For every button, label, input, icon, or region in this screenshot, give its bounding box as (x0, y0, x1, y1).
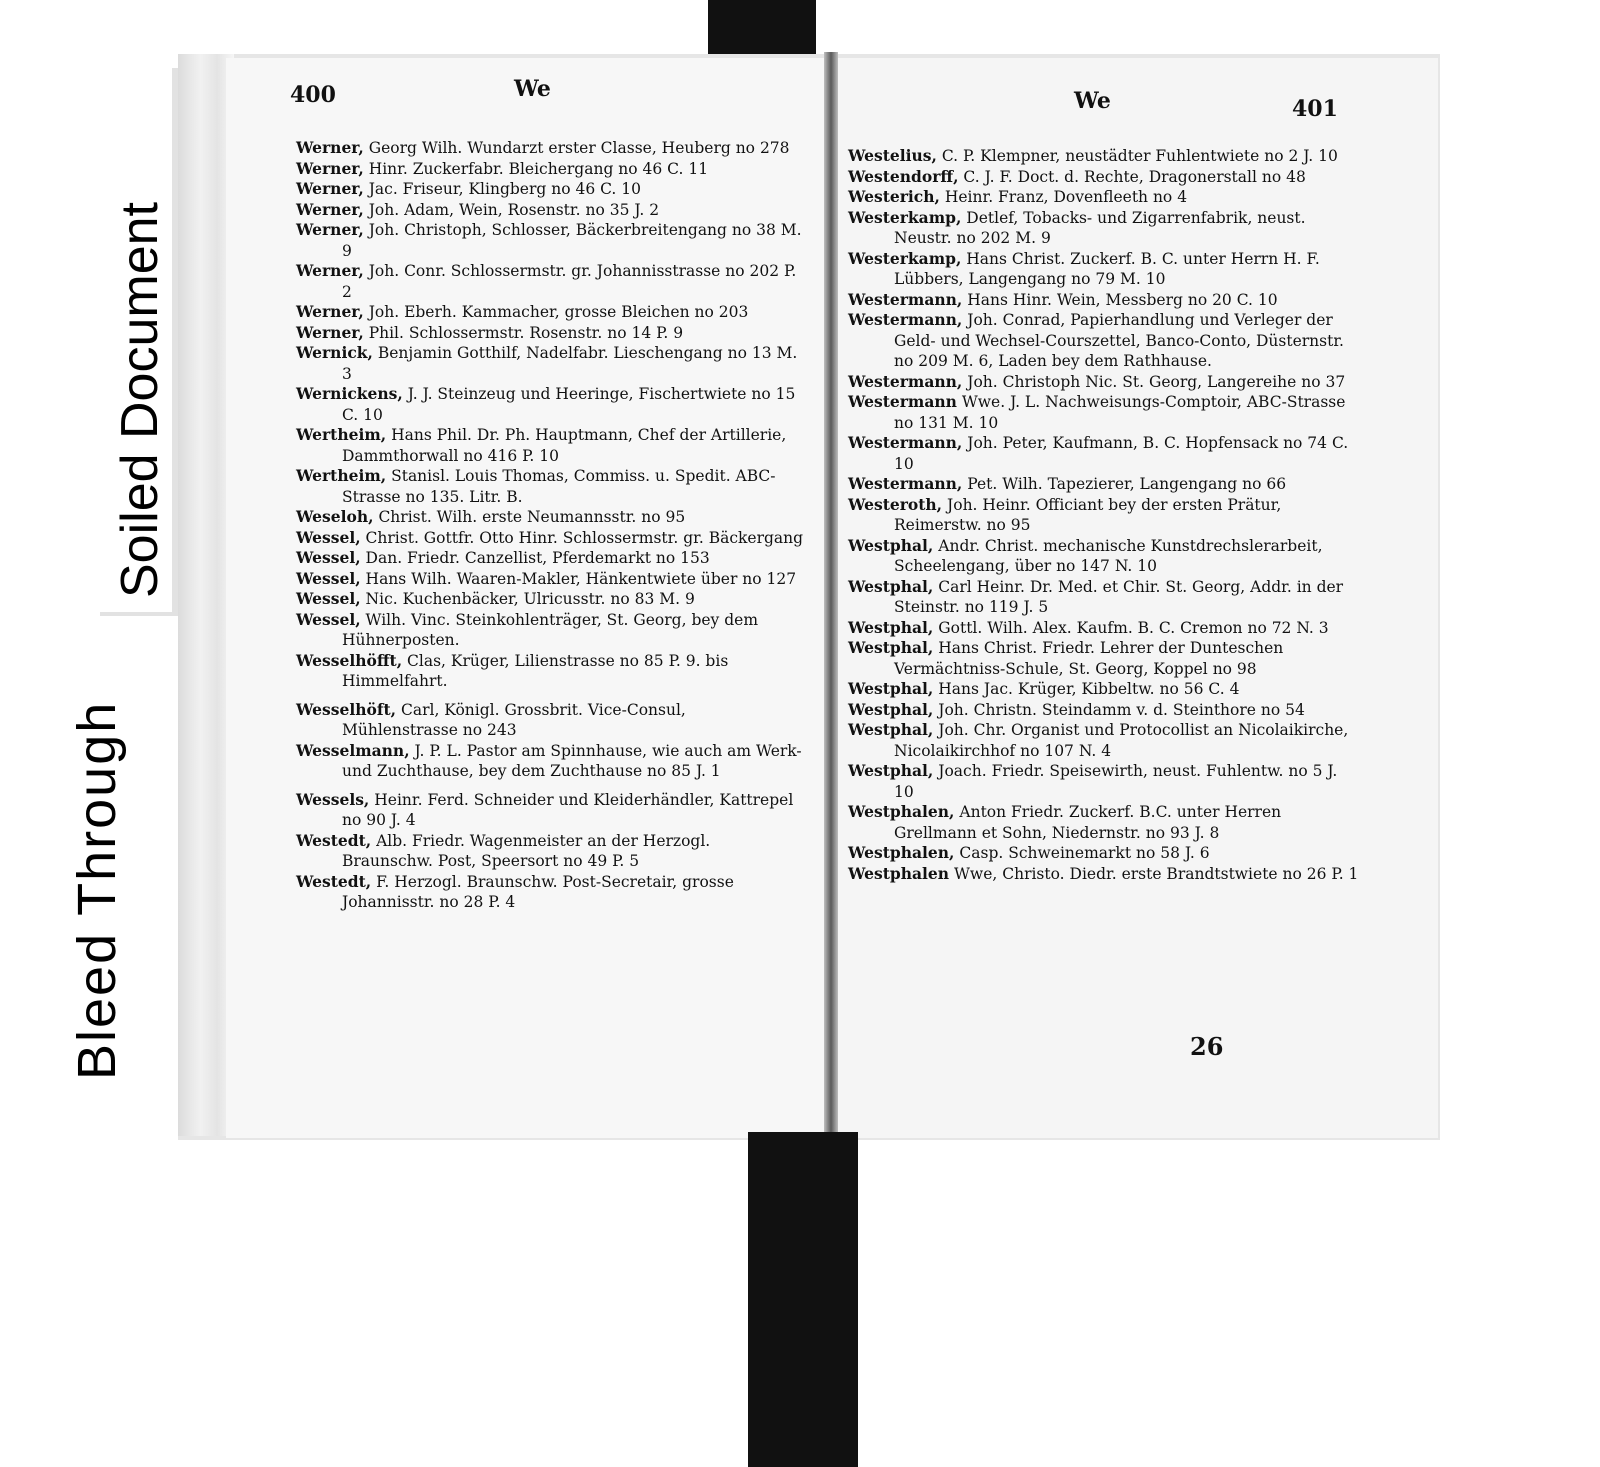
entry-details: Christ. Gottfr. Otto Hinr. Schlossermstr. gr. Bäckergang (365, 528, 804, 547)
entry-name: Wessel, (296, 609, 361, 629)
entry-details: Joh. Christoph, Schlosser, Bäckerbreitengang no 38 M. 9 (342, 221, 802, 260)
entry-name: Westerich, (848, 187, 940, 206)
entry-name: Westerkamp, (848, 248, 962, 268)
directory-entry (296, 700, 804, 741)
entry-name: Wessels, (296, 789, 370, 809)
entry-name: Westphalen, (848, 843, 955, 862)
directory-entry (296, 569, 804, 590)
entry-details: Nic. Kuchenbäcker, Ulricusstr. no 83 M. 9 (365, 590, 695, 608)
directory-entry (296, 220, 804, 261)
left-entries (296, 138, 804, 913)
entry-details: Hans Wilh. Waaren-Makler, Hänkentwiete über no 127 (365, 569, 797, 588)
entry-details: Joh. Christn. Steindamm v. d. Steinthore no 54 (938, 700, 1305, 719)
directory-entry (848, 310, 1360, 372)
entry-name: Westphalen, (848, 802, 955, 821)
signature-mark: 26 (1190, 1032, 1224, 1061)
entry-name: Werner, (296, 302, 364, 321)
entry-details: Joh. Chr. Organist und Protocollist an Nicolaikirche, Nicolaikirchhof no 107 N. 4 (894, 721, 1349, 760)
entry-details: Hans Christ. Friedr. Lehrer der Dunteschen Vermächtniss-Schule, St. Georg, Koppel no 98 (894, 639, 1284, 678)
entry-name: Wesselmann, (296, 740, 410, 760)
entry-details: Wwe. J. L. Nachweisungs-Comptoir, ABC-Strasse no 131 M. 10 (894, 393, 1346, 432)
directory-entry (296, 200, 804, 221)
bleed-through-label (62, 620, 132, 1080)
entry-name: Wessel, (296, 548, 361, 567)
entry-details: Joh. Peter, Kaufmann, B. C. Hopfensack no 74 C. 10 (894, 434, 1349, 473)
directory-entry (848, 864, 1360, 885)
directory-entry (296, 741, 804, 782)
directory-entry (296, 384, 804, 425)
entry-name: Werner, (296, 322, 364, 342)
entry-name: Westermann, (848, 474, 963, 493)
entry-details: Joh. Adam, Wein, Rosenstr. no 35 J. 2 (368, 200, 660, 219)
directory-entry (848, 577, 1360, 618)
entry-details: Gottl. Wilh. Alex. Kaufm. B. C. Cremon no 72 N. 3 (938, 618, 1329, 637)
entry-details: Carl, Königl. Grossbrit. Vice-Consul, Mühlenstrasse no 243 (342, 700, 686, 739)
entry-name: Wernickens, (296, 384, 403, 403)
entry-name: Werner, (296, 261, 364, 280)
entry-details: J. P. L. Pastor am Spinnhause, wie auch am Werk- und Zuchthause, bey dem Zuchthause no 85 J. 1 (342, 741, 802, 780)
entry-name: Westphal, (848, 535, 934, 555)
directory-entry (296, 466, 804, 507)
directory-entry (848, 372, 1360, 393)
entry-name: Westeroth, (848, 494, 943, 514)
directory-entry (848, 536, 1360, 577)
entry-name: Wertheim, (296, 425, 387, 444)
entry-name: Westphalen (848, 863, 950, 883)
entry-details: Joh. Heinr. Officiant bey der ersten Prätur, Reimerstw. no 95 (894, 495, 1282, 534)
entry-details: Detlef, Tobacks- und Zigarrenfabrik, neust. Neustr. no 202 M. 9 (894, 208, 1306, 247)
entry-name: Wesselhöft, (296, 699, 397, 719)
entry-details: Pet. Wilh. Tapezierer, Langengang no 66 (967, 475, 1287, 493)
entry-name: Westedt, (296, 871, 372, 891)
entry-name: Westphal, (848, 761, 934, 780)
entry-name: Werner, (296, 199, 364, 219)
entry-details: Hans Phil. Dr. Ph. Hauptmann, Chef der Artillerie, Dammthorwall no 416 P. 10 (342, 426, 787, 465)
directory-entry (848, 433, 1360, 474)
directory-entry (296, 302, 804, 323)
entry-details: C. P. Klempner, neustädter Fuhlentwiete no 2 J. 10 (941, 147, 1338, 165)
entry-details: Joh. Eberh. Kammacher, grosse Bleichen no 203 (368, 303, 749, 321)
directory-entry (296, 425, 804, 466)
entry-details: C. J. F. Doct. d. Rechte, Dragonerstall no 48 (963, 167, 1306, 186)
directory-entry (296, 610, 804, 651)
entry-details: Casp. Schweinemarkt no 58 J. 6 (959, 844, 1210, 862)
directory-entry (848, 843, 1360, 864)
entry-name: Westermann, (848, 371, 963, 391)
directory-entry (296, 179, 804, 200)
entry-details: Hinr. Zuckerfabr. Bleichergang no 46 C. 11 (368, 159, 709, 178)
entry-name: Werner, (296, 220, 364, 239)
entry-name: Weseloh, (296, 507, 374, 526)
entry-details: Jac. Friseur, Klingberg no 46 C. 10 (368, 180, 641, 198)
directory-entry (848, 474, 1360, 495)
directory-entry (296, 790, 804, 831)
entry-details: Joh. Conr. Schlossermstr. gr. Johannisstrasse no 202 P. 2 (342, 262, 797, 301)
directory-entry (848, 638, 1360, 679)
bleed-through-text: Bleed Through (67, 700, 127, 1080)
directory-entry (848, 249, 1360, 290)
entry-details: J. J. Steinzeug und Heeringe, Fischertwiete no 15 C. 10 (342, 385, 796, 424)
right-page-number: 401 (1292, 96, 1338, 122)
entry-name: Wesselhöfft, (296, 650, 403, 670)
entry-name: Westphal, (848, 699, 934, 719)
directory-entry (296, 323, 804, 344)
directory-entry (848, 700, 1360, 721)
entry-name: Westermann, (848, 310, 963, 329)
entry-details: Georg Wilh. Wundarzt erster Classe, Heuberg no 278 (368, 139, 790, 157)
entry-details: Anton Friedr. Zuckerf. B.C. unter Herren Grellmann et Sohn, Niedernstr. no 93 J. 8 (894, 803, 1282, 842)
book-gutter (824, 52, 838, 1142)
entry-details: Joh. Christoph Nic. St. Georg, Langereihe no 37 (967, 372, 1346, 391)
directory-entry (296, 528, 804, 549)
entry-details: Joh. Conrad, Papierhandlung und Verleger der Geld- und Wechsel-Courszettel, Banco-Conto, Düsternstr. no 209 M. 6, Laden bey dem Rathhause. (894, 311, 1344, 370)
directory-entry (848, 208, 1360, 249)
entry-name: Westphal, (848, 679, 934, 698)
directory-entry (296, 872, 804, 913)
entry-details: Stanisl. Louis Thomas, Commiss. u. Spedit. ABC-Strasse no 135. Litr. B. (342, 467, 776, 506)
entry-name: Wessel, (296, 589, 361, 608)
directory-entry (296, 343, 804, 384)
entry-details: Wilh. Vinc. Steinkohlenträger, St. Georg, bey dem Hühnerposten. (342, 610, 759, 649)
directory-entry (848, 146, 1360, 167)
entry-details: Hans Hinr. Wein, Messberg no 20 C. 10 (967, 290, 1278, 309)
soiled-document-label (100, 68, 178, 616)
directory-entry (848, 802, 1360, 843)
scan-border-bottom (748, 1132, 858, 1467)
entry-details: Andr. Christ. mechanische Kunstdrechslerarbeit, Scheelengang, über no 147 N. 10 (894, 536, 1323, 575)
entry-name: Werner, (296, 138, 364, 157)
entry-details: Hans Christ. Zuckerf. B. C. unter Herrn H. F. Lübbers, Langengang no 79 M. 10 (894, 249, 1320, 288)
soiled-document-text: Soiled Document (111, 202, 169, 598)
directory-entry (296, 589, 804, 610)
directory-entry (848, 720, 1360, 761)
left-running-head: We (514, 76, 551, 102)
entry-name: Westendorff, (848, 166, 959, 186)
entry-name: Wessel, (296, 527, 361, 547)
directory-entry (848, 618, 1360, 639)
directory-entry (296, 548, 804, 569)
directory-entry (848, 679, 1360, 700)
entry-details: Dan. Friedr. Canzellist, Pferdemarkt no 153 (365, 549, 710, 567)
entry-name: Westphal, (848, 638, 934, 657)
directory-entry (296, 159, 804, 180)
entry-details: Hans Jac. Krüger, Kibbeltw. no 56 C. 4 (938, 680, 1240, 698)
entry-name: Westphal, (848, 576, 934, 596)
entry-details: Carl Heinr. Dr. Med. et Chir. St. Georg, Addr. in der Steinstr. no 119 J. 5 (894, 577, 1344, 616)
entry-name: Wessel, (296, 568, 361, 588)
entry-details: Joach. Friedr. Speisewirth, neust. Fuhlentw. no 5 J. 10 (894, 762, 1338, 801)
entry-name: Westedt, (296, 830, 372, 850)
entry-details: F. Herzogl. Braunschw. Post-Secretair, grosse Johannisstr. no 28 P. 4 (342, 872, 734, 911)
entry-name: Westerkamp, (848, 207, 962, 227)
entry-name: Westermann, (848, 289, 963, 309)
left-page-number: 400 (290, 82, 336, 108)
directory-entry (848, 187, 1360, 208)
entry-name: Werner, (296, 179, 364, 198)
entry-details: Clas, Krüger, Lilienstrasse no 85 P. 9. bis Himmelfahrt. (342, 651, 729, 690)
directory-entry (848, 495, 1360, 536)
entry-name: Westelius, (848, 146, 937, 165)
directory-entry (848, 290, 1360, 311)
entry-name: Werner, (296, 158, 364, 178)
entry-name: Westermann (848, 392, 957, 411)
directory-entry (848, 761, 1360, 802)
directory-entry (848, 392, 1360, 433)
entry-details: Heinr. Franz, Dovenfleeth no 4 (944, 188, 1188, 206)
right-running-head: We (1074, 88, 1111, 114)
entry-details: Wwe, Christo. Diedr. erste Brandtstwiete no 26 P. 1 (954, 864, 1359, 883)
entry-details: Benjamin Gotthilf, Nadelfabr. Lieschengang no 13 M. 3 (342, 344, 798, 383)
directory-entry (296, 138, 804, 159)
entry-name: Westphal, (848, 720, 934, 739)
entry-name: Wernick, (296, 343, 373, 362)
entry-details: Alb. Friedr. Wagenmeister an der Herzogl. Braunschw. Post, Speersort no 49 P. 5 (342, 831, 711, 870)
entry-name: Wertheim, (296, 466, 387, 485)
right-entries (848, 146, 1360, 884)
directory-entry (848, 167, 1360, 188)
entry-name: Westermann, (848, 433, 963, 452)
directory-entry (296, 651, 804, 692)
entry-details: Phil. Schlossermstr. Rosenstr. no 14 P. 9 (368, 323, 684, 342)
directory-entry (296, 261, 804, 302)
entry-details: Heinr. Ferd. Schneider und Kleiderhändler, Kattrepel no 90 J. 4 (342, 790, 794, 829)
entry-name: Westphal, (848, 617, 934, 637)
entry-details: Christ. Wilh. erste Neumannsstr. no 95 (378, 508, 686, 526)
directory-entry (296, 507, 804, 528)
directory-entry (296, 831, 804, 872)
